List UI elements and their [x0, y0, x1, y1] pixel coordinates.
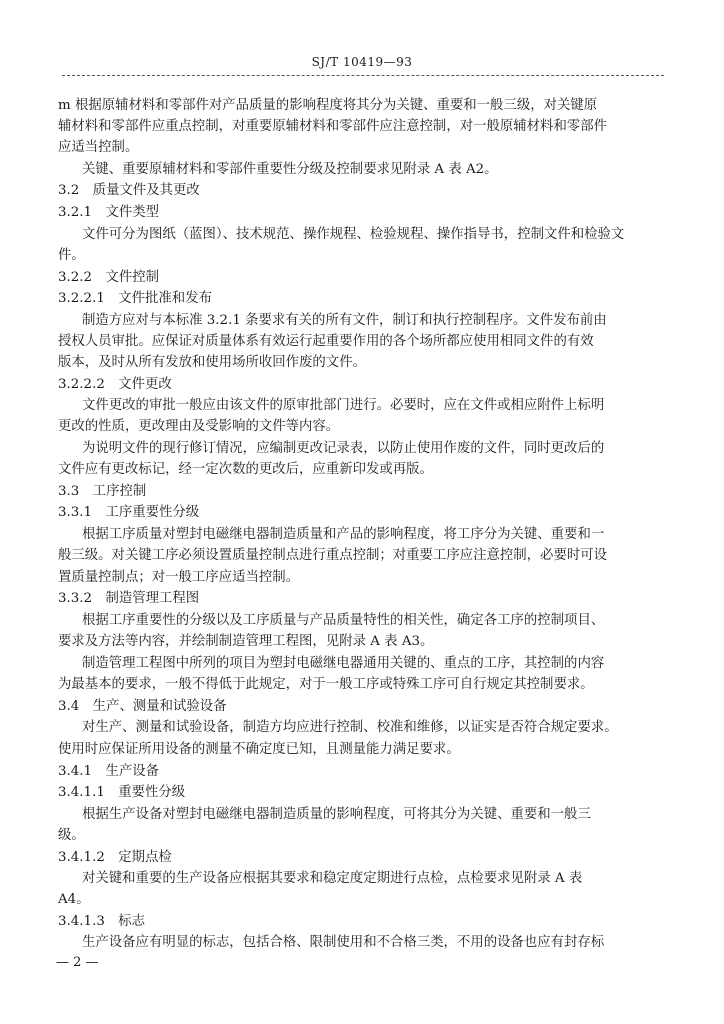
body-line: 文件更改的审批一般应由该文件的原审批部门进行。必要时，应在文件或相应附件上标明: [82, 398, 605, 413]
section-heading: 3.3 工序控制: [58, 484, 147, 499]
body-line: 为说明文件的现行修订情况，应编制更改记录表，以防止使用作废的文件，同时更改后的: [82, 441, 605, 456]
body-line: 授权人员审批。应保证对质量体系有效运行起重要作用的各个场所都应使用相同文件的有效: [58, 334, 594, 349]
body-line: 对生产、测量和试验设备，制造方均应进行控制、校准和维修，以证实是否符合规定要求。: [82, 720, 618, 735]
body-line: 级。: [58, 828, 85, 843]
body-line: 根据工序重要性的分级以及工序质量与产品质量特性的相关性，确定各工序的控制项目、: [82, 613, 605, 628]
body-line: 更改的性质，更改理由及受影响的文件等内容。: [58, 419, 340, 434]
section-heading: 3.3.1 工序重要性分级: [58, 505, 200, 520]
section-heading: 3.2 质量文件及其更改: [58, 183, 200, 198]
body-line: 置质量控制点；对一般工序应适当控制。: [58, 570, 300, 585]
body-line: m 根据原辅材料和零部件对产品质量的影响程度将其分为关键、重要和一般三级，对关键原: [58, 98, 598, 113]
body-line: 文件可分为图纸（蓝图）、技术规范、操作规程、检验规程、操作指导书，控制文件和检验文: [82, 227, 625, 242]
body-line: 辅材料和零部件应重点控制，对重要原辅材料和零部件应注意控制，对一般原辅材料和零部件: [58, 119, 608, 134]
section-heading: 3.2.1 文件类型: [58, 205, 160, 220]
section-heading: 3.4.1.3 标志: [58, 914, 146, 929]
section-heading: 3.2.2 文件控制: [58, 270, 160, 285]
body-line: 要求及方法等内容，并绘制制造管理工程图，见附录 A 表 A3。: [58, 634, 434, 649]
body-line: 件。: [58, 248, 85, 263]
standard-code: SJ/T 10419—93: [311, 55, 413, 69]
body-line: 根据工序质量对塑封电磁继电器制造质量和产品的影响程度，将工序分为关键、重要和一: [82, 527, 605, 542]
body-line: 版本，及时从所有发放和使用场所收回作废的文件。: [58, 355, 366, 370]
section-heading: 3.4.1 生产设备: [58, 764, 160, 779]
page-number: — 2 —: [56, 955, 99, 970]
body-line: 生产设备应有明显的标志，包括合格、限制使用和不合格三类，不用的设备也应有封存标: [82, 935, 605, 950]
body-line: 文件应有更改标记，经一定次数的更改后，应重新印发或再版。: [58, 462, 433, 477]
body-line: 为最基本的要求，一般不得低于此规定，对于一般工序或特殊工序可自行规定其控制要求。: [58, 677, 594, 692]
body-line: 使用时应保证所用设备的测量不确定度已知，且测量能力满足要求。: [58, 742, 460, 757]
body-line: 制造管理工程图中所列的项目为塑封电磁继电器通用关键的、重点的工序，其控制的内容: [82, 656, 605, 671]
body-line: 根据生产设备对塑封电磁继电器制造质量的影响程度，可将其分为关键、重要和一般三: [82, 807, 591, 822]
header-rule: [62, 75, 664, 76]
body-line: 般三级。对关键工序必须设置质量控制点进行重点控制；对重要工序应注意控制，必要时可设: [58, 548, 608, 563]
body-line: 应适当控制。: [58, 140, 139, 155]
section-heading: 3.3.2 制造管理工程图: [58, 591, 200, 606]
body-line: 关键、重要原辅材料和零部件重要性分级及控制要求见附录 A 表 A2。: [82, 162, 498, 177]
section-heading: 3.2.2.2 文件更改: [58, 377, 172, 392]
body-line: 对关键和重要的生产设备应根据其要求和稳定度定期进行点检，点检要求见附录 A 表: [82, 871, 583, 886]
section-heading: 3.4.1.1 重要性分级: [58, 785, 186, 800]
section-heading: 3.2.2.1 文件批准和发布: [58, 291, 212, 306]
body-line: 制造方应对与本标准 3.2.1 条要求有关的所有文件，制订和执行控制程序。文件发布前由: [82, 313, 607, 328]
section-heading: 3.4 生产、测量和试验设备: [58, 699, 227, 714]
body-line: A4。: [58, 892, 90, 907]
section-heading: 3.4.1.2 定期点检: [58, 850, 172, 865]
